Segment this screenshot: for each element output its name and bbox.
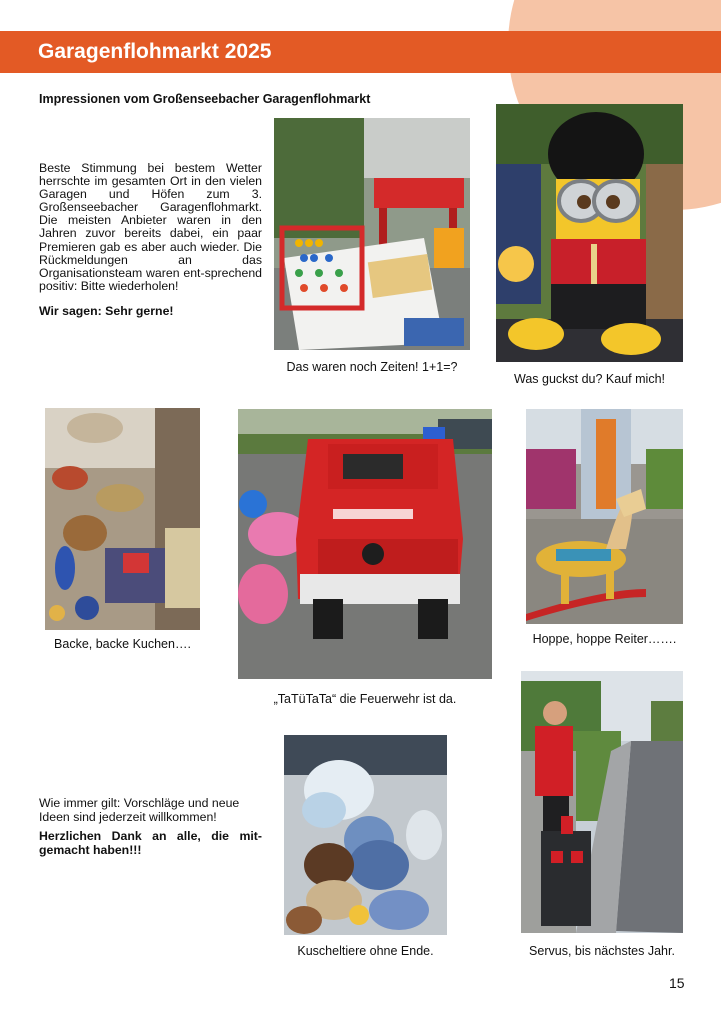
photo-abacus [274,118,470,350]
article-subtitle: Impressionen vom Großenseebacher Garagenflohmarkt [39,92,371,106]
photo-caption: Hoppe, hoppe Reiter……. [532,632,677,646]
photo-minion [496,104,683,362]
photo-baking [45,408,200,630]
photo-caption: Was guckst du? Kauf mich! [514,372,665,386]
photo-caption: „TaTüTaTa“ die Feuerwehr ist da. [273,692,457,706]
photo-rocking-horse [526,409,683,624]
outro-paragraph: Wie immer gilt: Vorschläge und neue Ideen sind jederzeit willkommen! [39,796,240,824]
photo-firetruck [238,409,492,679]
photo-caption: Servus, bis nächstes Jahr. [529,944,675,958]
photo-caption: Backe, backe Kuchen…. [54,637,191,651]
intro-emphasis: Wir sagen: Sehr gerne! [39,304,174,318]
page-title: Garagenflohmarkt 2025 [0,31,721,73]
photo-plush-toys [284,735,447,935]
photo-caption: Kuscheltiere ohne Ende. [297,944,434,958]
photo-farewell [521,671,683,933]
page-number: 15 [669,975,685,991]
photo-caption: Das waren noch Zeiten! 1+1=? [286,360,458,374]
outro-emphasis: Herzlichen Dank an alle, die mit-gemacht haben!!! [39,829,262,857]
intro-paragraph: Beste Stimmung bei bestem Wetter herrschte im gesamten Ort in den vielen Garagen und Höfen zum 3. Großenseebacher Garagenflohmarkt. Die meisten Anbieter waren in den Jahren zuvor bereits dabei, ein paar Premieren gab es aber auch wieder. Die Rückmeldungen an das Organisationsteam waren ent-sprechend positiv: Bitte wiederholen! [39,161,262,293]
